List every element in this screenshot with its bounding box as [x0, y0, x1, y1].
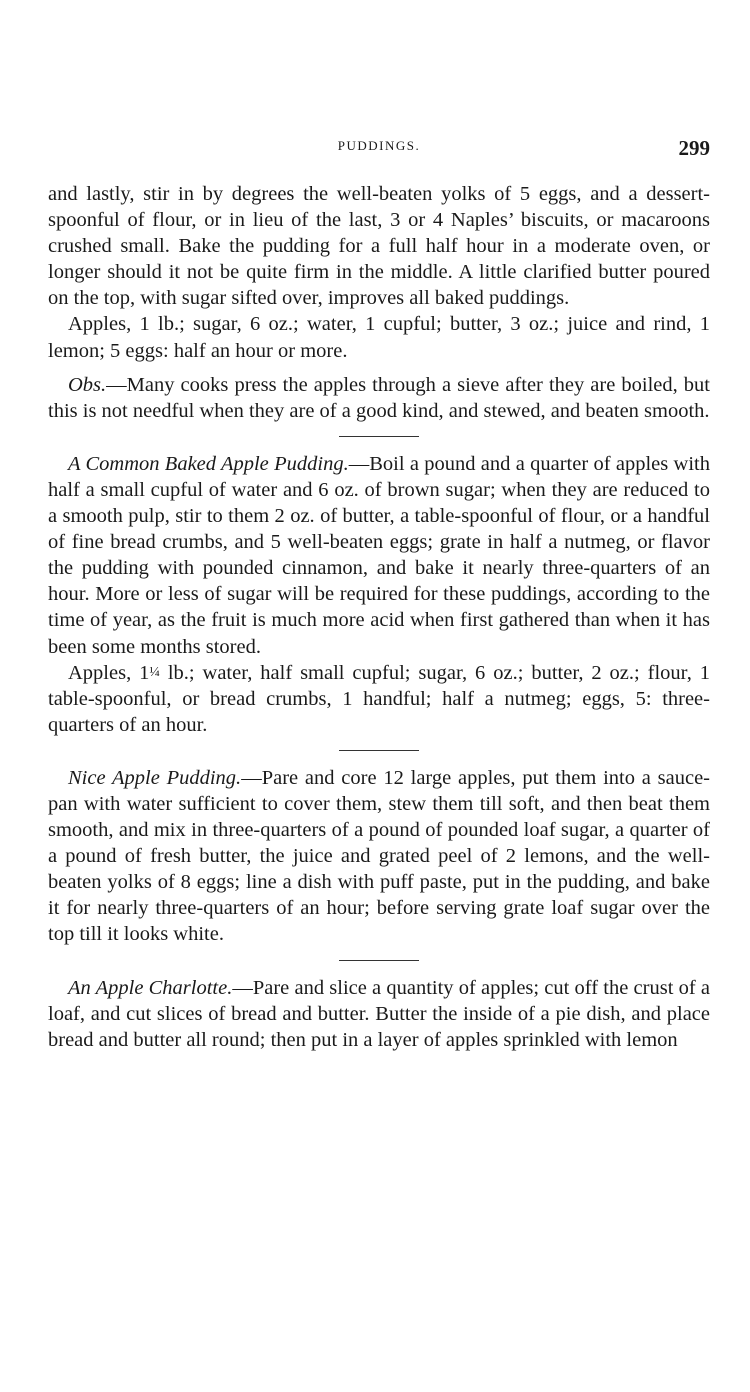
- running-title: PUDDINGS.: [337, 138, 421, 153]
- quantities-lead: Apples, 1: [68, 661, 150, 684]
- recipe-nice-apple-pudding: [48, 765, 710, 948]
- recipe-text: —Pare and core 12 large apples, put them into a sauce-pan with water sufficient to cover them, stew them till soft, and then beat them smooth, and mix in three-quarters of a pound of pounded loaf sugar, a quarter of a pound of fresh butter, the juice and grated peel of 2 lemons, and the well-beaten yolks of 8 eggs; line a dish with puff paste, put in the pudding, and bake it for nearly three-quarters of an hour; before serving grate loaf sugar over the top till it looks white.: [48, 766, 710, 946]
- intro-paragraph: and lastly, stir in by degrees the well-beaten yolks of 5 eggs, and a dessert-spoonful of flour, or in lieu of the last, 3 or 4 Naples’ biscuits, or macaroons crushed small. Bake the pudding for a full half hour in a moderate oven, or longer should it not be quite firm in the middle. A little clarified butter poured on the top, with sugar sifted over, improves all baked puddings.: [48, 183, 710, 310]
- page-body: [48, 181, 710, 1053]
- page-number: 299: [678, 136, 710, 160]
- running-head: [48, 136, 710, 166]
- recipe-title: An Apple Charlotte.: [68, 976, 233, 999]
- obs-paragraph: [48, 372, 710, 424]
- recipe-common-baked-apple-pudding: [48, 451, 710, 660]
- recipe-text: —Boil a pound and a quarter of apples with half a small cupful of water and 6 oz. of brown sugar; when they are reduced to a smooth pulp, stir to them 2 oz. of butter, a table-spoonful of flour, or a handful of fine bread crumbs, and 5 well-beaten eggs; grate in half a nutmeg, or flavor the pudding with pounded cinnamon, and bake it nearly three-quarters of an hour. More or less of sugar will be required for these puddings, according to the time of year, as the fruit is much more acid when first gathered than when it has been some months stored.: [48, 452, 710, 658]
- section-divider: [339, 960, 419, 961]
- intro-quantities: Apples, 1 lb.; sugar, 6 oz.; water, 1 cupful; butter, 3 oz.; juice and rind, 1 lemon; 5 eggs: half an hour or more.: [48, 313, 710, 362]
- recipe-title: A Common Baked Apple Pudding.: [68, 452, 349, 475]
- recipe-title: Nice Apple Pudding.: [68, 766, 242, 789]
- section-divider: [339, 750, 419, 751]
- section-divider: [339, 436, 419, 437]
- recipe-quantities: [48, 660, 710, 738]
- obs-label: Obs.: [68, 373, 107, 396]
- quantities-rest: lb.; water, half small cupful; sugar, 6 oz.; butter, 2 oz.; flour, 1 table-spoonful, or bread crumbs, 1 handful; half a nutmeg; eggs, 5: three-quarters of an hour.: [48, 661, 710, 736]
- recipe-apple-charlotte: [48, 975, 710, 1053]
- obs-text: —Many cooks press the apples through a sieve after they are boiled, but this is not needful when they are of a good kind, and stewed, and beaten smooth.: [48, 373, 710, 422]
- spacer: [48, 364, 710, 372]
- recipe-text: —Pare and slice a quantity of apples; cut off the crust of a loaf, and cut slices of bread and butter. Butter the inside of a pie dish, and place bread and butter all round; then put in a layer of apples sprinkled with lemon: [48, 976, 710, 1051]
- quantities-fraction: ¼: [149, 664, 160, 680]
